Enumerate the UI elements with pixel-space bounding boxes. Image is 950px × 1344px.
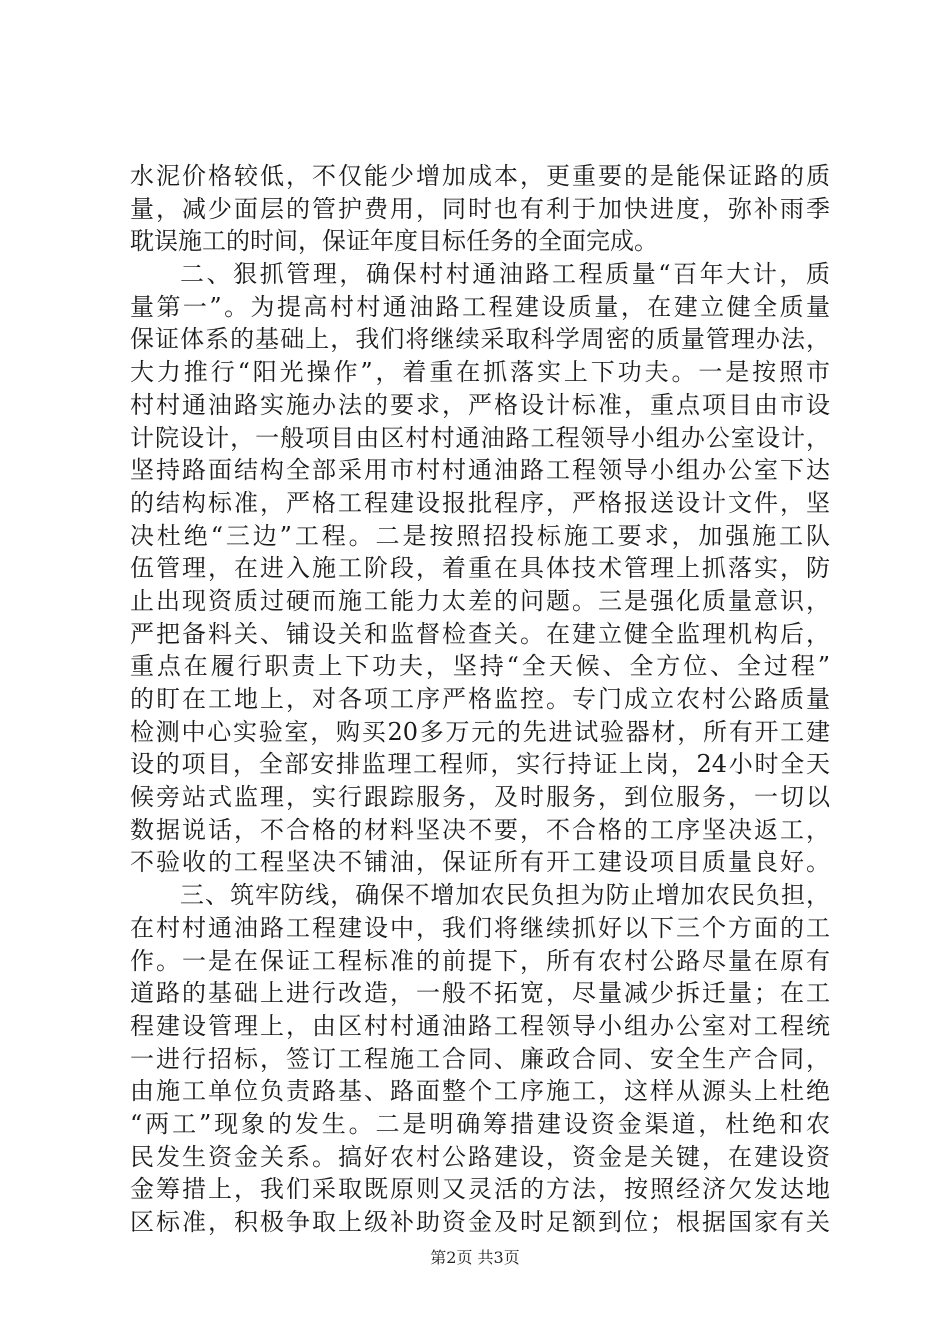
text-line: “两工”现象的发生。二是明确筹措建设资金渠道，杜绝和农: [130, 1109, 830, 1138]
page-number-footer: 第2页 共3页: [430, 1248, 520, 1267]
text-line: 由施工单位负责路基、路面整个工序施工，这样从源头上杜绝: [130, 1077, 830, 1106]
text-line: 耽误施工的时间，保证年度目标任务的全面完成。: [130, 227, 658, 256]
document-body: [130, 160, 830, 1239]
text-line: 候旁站式监理，实行跟踪服务，及时服务，到位服务，一切以: [130, 783, 830, 812]
text-line: 作。一是在保证工程标准的前提下，所有农村公路尽量在原有: [130, 946, 830, 975]
text-line: 不验收的工程坚决不铺油，保证所有开工建设项目质量良好。: [130, 848, 830, 877]
text-line: 量，减少面层的管护费用，同时也有利于加快进度，弥补雨季: [130, 194, 830, 223]
text-line: 民发生资金关系。搞好农村公路建设，资金是关键，在建设资: [130, 1142, 830, 1171]
text-line: 量第一”。为提高村村通油路工程建设质量，在建立健全质量: [130, 292, 830, 321]
text-line: 伍管理，在进入施工阶段，着重在具体技术管理上抓落实，防: [130, 554, 830, 583]
text-line: 严把备料关、铺设关和监督检查关。在建立健全监理机构后，: [130, 619, 830, 648]
text-line: 止出现资质过硬而施工能力太差的问题。三是强化质量意识，: [130, 586, 830, 615]
text-line: 程建设管理上，由区村村通油路工程领导小组办公室对工程统: [130, 1011, 830, 1040]
text-line: 道路的基础上进行改造，一般不拓宽，尽量减少拆迁量；在工: [130, 979, 830, 1008]
text-line: 坚持路面结构全部采用市村村通油路工程领导小组办公室下达: [130, 456, 830, 485]
text-line: 的盯在工地上，对各项工序严格监控。专门成立农村公路质量: [130, 685, 830, 713]
text-line: 计院设计，一般项目由区村村通油路工程领导小组办公室设计，: [130, 423, 830, 452]
text-line: 设的项目，全部安排监理工程师，实行持证上岗，24小时全天: [130, 750, 830, 779]
text-line: 的结构标准，严格工程建设报批程序，严格报送设计文件，坚: [130, 488, 830, 517]
text-line: 数据说话，不合格的材料坚决不要，不合格的工序坚决返工，: [130, 815, 830, 844]
text-line: 村村通油路实施办法的要求，严格设计标准，重点项目由市设: [130, 390, 830, 419]
text-line: 检测中心实验室，购买20多万元的先进试验器材，所有开工建: [130, 717, 830, 746]
text-line: 水泥价格较低，不仅能少增加成本，更重要的是能保证路的质: [130, 162, 830, 190]
section-two-heading-line: 二、狠抓管理，确保村村通油路工程质量“百年大计，质: [180, 260, 830, 289]
section-three-heading-line: 三、筑牢防线，确保不增加农民负担为防止增加农民负担，: [180, 881, 830, 910]
text-line: 在村村通油路工程建设中，我们将继续抓好以下三个方面的工: [130, 913, 830, 942]
text-line: 决杜绝“三边”工程。二是按照招投标施工要求，加强施工队: [130, 521, 830, 550]
text-line: 区标准，积极争取上级补助资金及时足额到位；根据国家有关: [130, 1208, 830, 1236]
text-line: 重点在履行职责上下功夫，坚持“全天候、全方位、全过程”: [130, 652, 830, 681]
text-line: 一进行招标，签订工程施工合同、廉政合同、安全生产合同，: [130, 1044, 830, 1073]
text-line: 金筹措上，我们采取既原则又灵活的方法，按照经济欠发达地: [130, 1175, 830, 1204]
text-line: 大力推行“阳光操作”，着重在抓落实上下功夫。一是按照市: [130, 358, 830, 387]
text-line: 保证体系的基础上，我们将继续采取科学周密的质量管理办法，: [130, 325, 830, 354]
